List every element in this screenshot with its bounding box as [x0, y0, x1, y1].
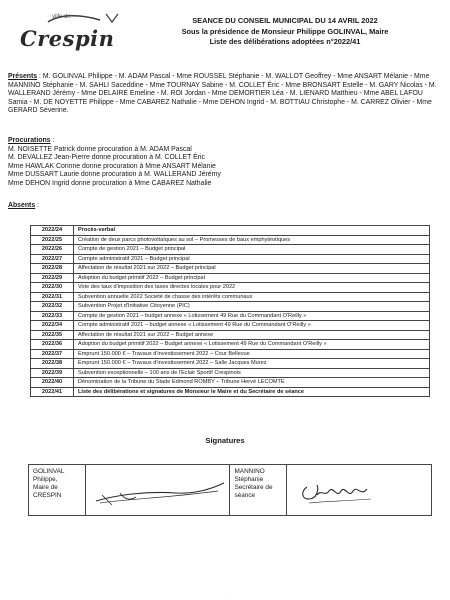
- mayor-signature-cell: [85, 465, 230, 516]
- deliberation-number: 2022/35: [31, 330, 74, 340]
- page-footer: ·: [224, 592, 226, 597]
- deliberation-title: Subvention exceptionnelle – 100 ans de l'Eclair Sportif Crespinois: [74, 368, 430, 378]
- mayor-role: Maire de CRESPIN: [33, 484, 62, 499]
- deliberation-row: [31, 245, 430, 255]
- deliberation-number: 2022/29: [31, 273, 74, 283]
- deliberation-title: Création de deux parcs photovoltaïques au sol – Promesses de baux emphytéotiques: [74, 235, 430, 245]
- procuration-line: Mme HAWLAK Corinne donne procuration à Mme ANSART Mélanie: [8, 162, 216, 170]
- deliberation-number: 2022/28: [31, 264, 74, 274]
- deliberation-title: Subvention Projet d'Initiative Citoyenne (PIC): [74, 302, 430, 312]
- deliberation-number: 2022/39: [31, 368, 74, 378]
- signatures-row: [29, 465, 432, 516]
- header-presidency: Sous la présidence de Monsieur Philippe GOLINVAL, Maire: [181, 26, 389, 36]
- deliberation-title: Affectation de résultat 2021 sur 2022 – Budget principal: [74, 264, 430, 274]
- deliberation-number: 2022/38: [31, 359, 74, 369]
- deliberation-title: Adoption du budget primitif 2022 – Budget annexe « Lotissement 49 Rue du Commandant O'Reilly »: [74, 340, 430, 350]
- deliberation-number: 2022/30: [31, 283, 74, 293]
- procuration-line: Mme DUSSART Laurie donne procuration à M. WALLERAND Jérémy: [8, 171, 221, 179]
- deliberation-row: [31, 368, 430, 378]
- mayor-signature-image: [86, 465, 232, 515]
- header-session-title: SEANCE DU CONSEIL MUNICIPAL DU 14 AVRIL 2022: [192, 16, 378, 25]
- secretary-cell: [230, 465, 287, 516]
- deliberation-title: Dénomination de la Tribune du Stade Edmond ROMBY – Tribune Hervé LECOMTE: [74, 378, 430, 388]
- absents-section: [8, 202, 442, 211]
- absents-label: Absents: [8, 202, 36, 209]
- header-list-title: Liste des délibérations adoptées n°2022/41: [209, 37, 361, 46]
- absents-text: :: [35, 202, 40, 209]
- signatures-table: [28, 464, 432, 516]
- signatures-title: Signatures: [205, 436, 245, 445]
- procuration-line: Mme DEHON Ingrid donne procuration à Mme CABAREZ Nathalie: [8, 179, 212, 187]
- deliberation-row: [31, 273, 430, 283]
- procurations-section: Procurations : M. NOISETTE Patrick donne procuration à M. ADAM Pascal M. DEVALLEZ Jean-Pierre donne procuration à M. COLLET Éric Mme HAWLAK Corinne donne procuration à Mme ANSART Mélanie Mme DUSSART Laurie donne procuration à M. WALLERAND Jérémy Mme DEHON Ingrid donne procuration à Mme CABAREZ Nathalie: [8, 137, 442, 189]
- deliberation-row: [31, 254, 430, 264]
- presents-text: : M. GOLINVAL Philippe - M. ADAM Pascal - Mme ROUSSEL Stéphanie - M. WALLOT Geoffrey - Mme ANSART Mélanie - Mme MANNINO Stéphanie - M. SAHLI Saceddine - Mme TOURNAY Sabine - M. COLLET Éric - Mme BRONSART Estelle - M. GARY Nicolas - M. WALLERAND Jérémy - Mme DELAIRE Emeline - M. ROI Jordan - Mme DEMORTIER Léa - M. LIENARD Matthieu - Mme ABEL LAFOU Samia - M. DE NOYETTE Philippe - Mme CABAREZ Nathalie - Mme DEHON Ingrid - M. BOTTIAU Christophe - M. CARREZ Olivier - Mme GERARD Séverine.: [8, 73, 437, 115]
- deliberation-title: Compte de gestion 2021 – Budget principal: [74, 245, 430, 255]
- deliberation-row: [31, 302, 430, 312]
- deliberation-number: 2022/33: [31, 311, 74, 321]
- procuration-line: M. DEVALLEZ Jean-Pierre donne procuration à M. COLLET Éric: [8, 154, 205, 162]
- logo-tagline: ville de: [52, 14, 71, 20]
- mayor-cell: [29, 465, 86, 516]
- deliberation-row: [31, 283, 430, 293]
- deliberation-row: [31, 387, 430, 397]
- deliberation-row: [31, 330, 430, 340]
- deliberation-title: Procès-verbal: [74, 226, 430, 236]
- presents-label: Présents: [8, 73, 38, 80]
- presents-section: [8, 73, 442, 116]
- secretary-name: MANNINO Stéphanie: [234, 468, 265, 483]
- deliberation-title: Vote des taux d'imposition des taxes directes locales pour 2022: [74, 283, 430, 293]
- deliberation-number: 2022/36: [31, 340, 74, 350]
- logo-text: Crespin: [20, 26, 115, 51]
- deliberation-row: [31, 264, 430, 274]
- deliberation-number: 2022/25: [31, 235, 74, 245]
- deliberation-number: 2022/31: [31, 292, 74, 302]
- deliberation-title: Subvention annuelle 2022 Société de chasse des intérêts communaux: [74, 292, 430, 302]
- deliberation-row: [31, 378, 430, 388]
- secretary-signature-image: [287, 465, 387, 515]
- document-header: [140, 16, 430, 48]
- deliberation-title: Affectation de résultat 2021 sur 2022 – Budget annexe: [74, 330, 430, 340]
- deliberations-table-body: [31, 226, 430, 397]
- deliberation-row: [31, 226, 430, 236]
- deliberation-row: [31, 235, 430, 245]
- deliberation-number: 2022/37: [31, 349, 74, 359]
- deliberation-number: 2022/27: [31, 254, 74, 264]
- deliberation-title: Emprunt 150.000 € – Travaux d'investissement 2022 – Cour Bellevue: [74, 349, 430, 359]
- deliberation-number: 2022/26: [31, 245, 74, 255]
- secretary-signature-cell: [287, 465, 432, 516]
- procurations-label: Procurations: [8, 137, 51, 144]
- deliberations-table: [30, 225, 430, 397]
- deliberation-row: [31, 359, 430, 369]
- secretary-role: Secrétaire de séance: [234, 484, 273, 499]
- deliberation-row: [31, 311, 430, 321]
- deliberation-title: Emprunt 150.000 € – Travaux d'investissement 2022 – Salle Jacques Murez: [74, 359, 430, 369]
- deliberation-number: 2022/41: [31, 387, 74, 397]
- deliberation-title: Adoption du budget primitif 2022 – Budget principal: [74, 273, 430, 283]
- deliberation-title: Liste des délibérations et signatures de Monsieur le Maire et du Secrétaire de séance: [74, 387, 430, 397]
- deliberation-row: [31, 292, 430, 302]
- deliberation-title: Compte administratif 2021 – budget annexe « Lotissement 49 Rue du Commandant O'Reilly »: [74, 321, 430, 331]
- deliberation-title: Compte administratif 2021 – Budget principal: [74, 254, 430, 264]
- deliberation-number: 2022/24: [31, 226, 74, 236]
- deliberation-row: [31, 349, 430, 359]
- deliberation-number: 2022/32: [31, 302, 74, 312]
- mayor-name: GOLINVAL Philippe,: [33, 468, 65, 483]
- deliberation-row: [31, 340, 430, 350]
- procuration-line: M. NOISETTE Patrick donne procuration à M. ADAM Pascal: [8, 145, 192, 153]
- deliberation-title: Compte de gestion 2021 – budget annexe « Lotissement 49 Rue du Commandant O'Reilly »: [74, 311, 430, 321]
- deliberation-number: 2022/34: [31, 321, 74, 331]
- deliberation-row: [31, 321, 430, 331]
- deliberation-number: 2022/40: [31, 378, 74, 388]
